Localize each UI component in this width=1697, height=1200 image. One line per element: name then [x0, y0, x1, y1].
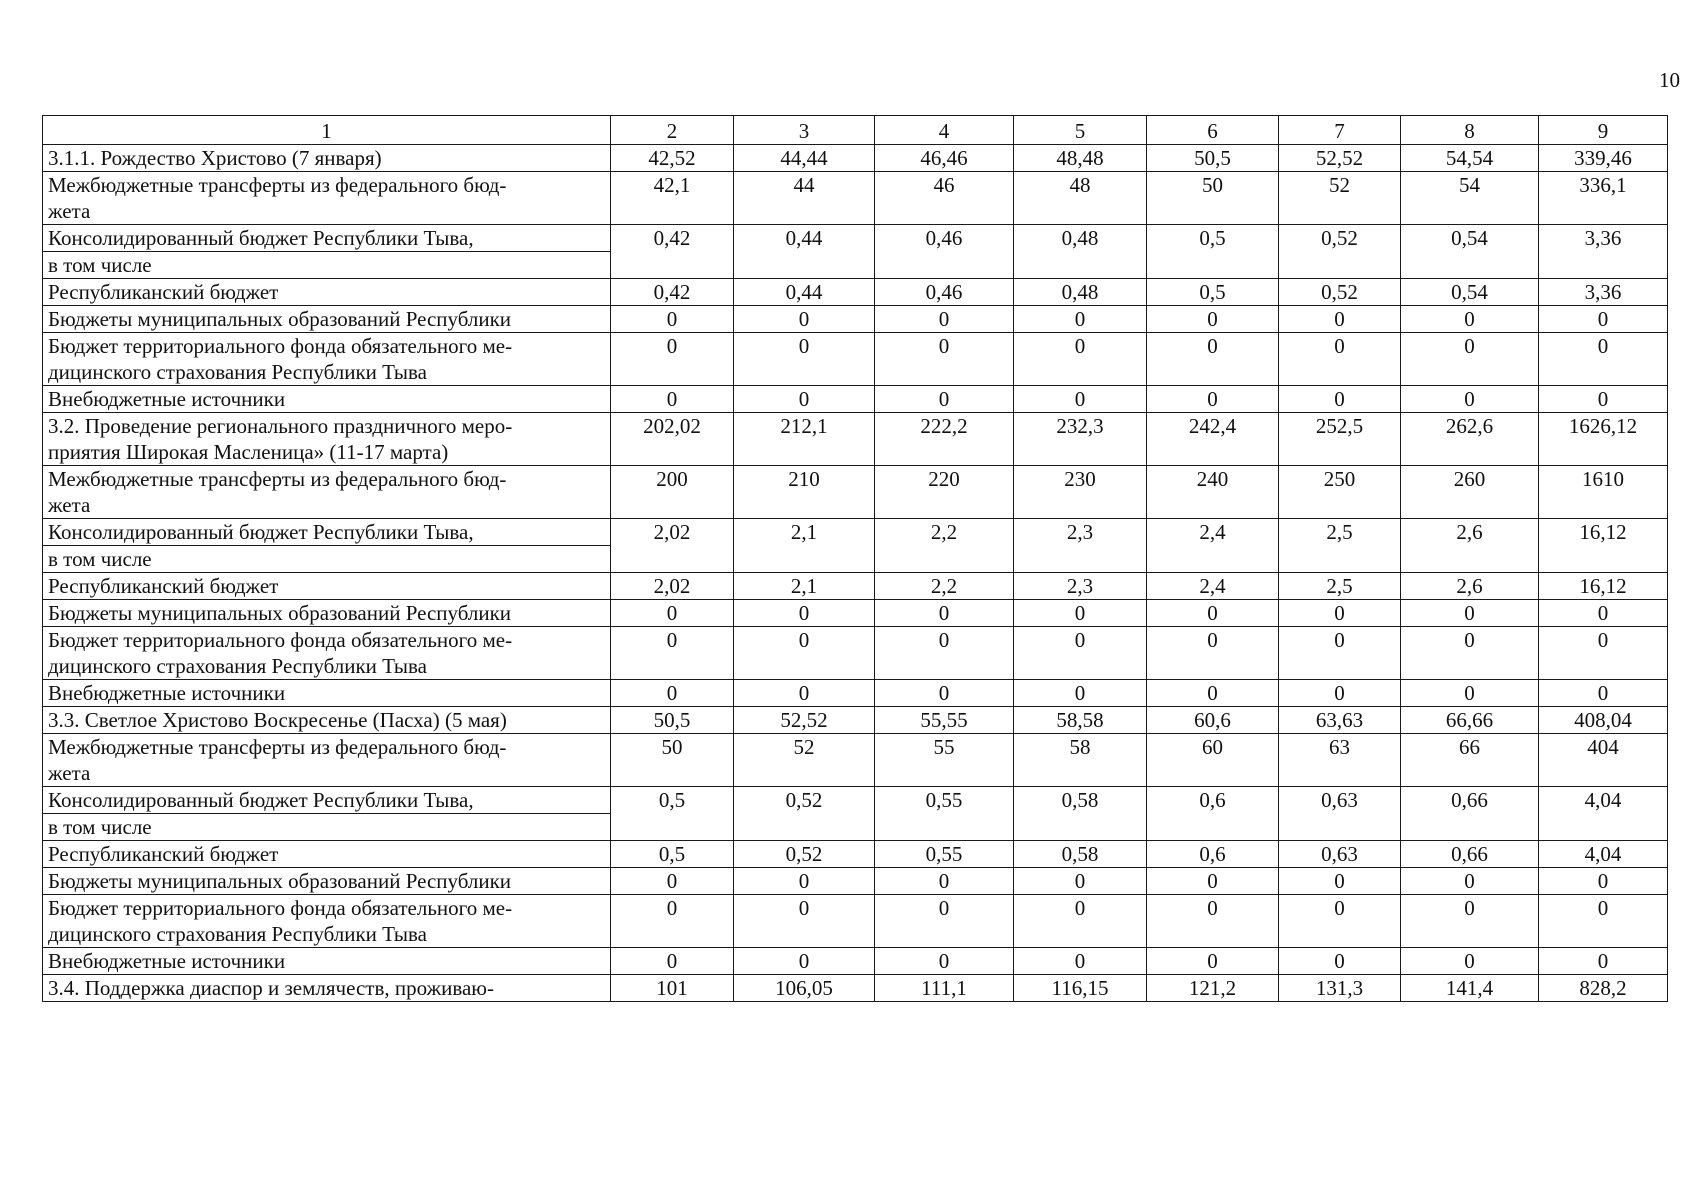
row-value: 0,44: [734, 225, 875, 279]
row-value: 0,52: [1279, 225, 1401, 279]
row-value: 131,3: [1279, 975, 1401, 1002]
row-value: 0,46: [875, 225, 1014, 279]
row-value: 0: [734, 627, 875, 680]
row-value: 66: [1401, 734, 1539, 787]
row-value: 0: [734, 680, 875, 707]
row-label: Бюджет территориального фонда обязательного ме- дицинского страхования Республики Тыва: [43, 627, 611, 680]
row-value: 52: [734, 734, 875, 787]
row-value: 230: [1014, 466, 1147, 519]
row-value: 2,2: [875, 573, 1014, 600]
row-value: 0,42: [611, 279, 734, 306]
row-value: 0,46: [875, 279, 1014, 306]
row-value: 0: [1539, 386, 1668, 413]
row-value: 250: [1279, 466, 1401, 519]
row-label: [43, 787, 611, 841]
row-value: 222,2: [875, 413, 1014, 466]
row-value: 0: [1401, 333, 1539, 386]
row-value: 0: [875, 948, 1014, 975]
table-row: [43, 573, 1668, 600]
row-value: 0: [1014, 948, 1147, 975]
table-row: [43, 333, 1668, 386]
row-value: 60,6: [1147, 707, 1279, 734]
row-value: 0: [875, 600, 1014, 627]
row-value: 0: [1279, 333, 1401, 386]
row-value: 0: [875, 306, 1014, 333]
row-value: 0: [1401, 306, 1539, 333]
row-value: 0,6: [1147, 841, 1279, 868]
row-value: 50: [1147, 172, 1279, 225]
row-value: 54,54: [1401, 145, 1539, 172]
table-row: [43, 225, 1668, 279]
table-row: [43, 707, 1668, 734]
row-value: 0,55: [875, 841, 1014, 868]
column-header: 9: [1539, 116, 1668, 145]
row-value: 0: [875, 868, 1014, 895]
row-value: 66,66: [1401, 707, 1539, 734]
row-value: 0,48: [1014, 225, 1147, 279]
row-value: 0,66: [1401, 841, 1539, 868]
row-value: 101: [611, 975, 734, 1002]
table-row: [43, 466, 1668, 519]
row-value: 0: [1014, 600, 1147, 627]
row-value: 106,05: [734, 975, 875, 1002]
row-value: 0,55: [875, 787, 1014, 841]
row-value: 116,15: [1014, 975, 1147, 1002]
row-value: 3,36: [1539, 225, 1668, 279]
row-value: 0: [1279, 895, 1401, 948]
column-header: 4: [875, 116, 1014, 145]
table-row: [43, 172, 1668, 225]
column-header: 6: [1147, 116, 1279, 145]
column-header: 8: [1401, 116, 1539, 145]
row-value: 0: [734, 895, 875, 948]
row-value: 0,54: [1401, 225, 1539, 279]
row-value: 58,58: [1014, 707, 1147, 734]
row-label: Бюджет территориального фонда обязательного ме- дицинского страхования Республики Тыва: [43, 333, 611, 386]
row-value: 2,2: [875, 519, 1014, 573]
row-value: 0: [611, 600, 734, 627]
row-value: 0: [1401, 627, 1539, 680]
row-value: 2,5: [1279, 519, 1401, 573]
row-value: 0: [611, 948, 734, 975]
row-label-line: Консолидированный бюджет Республики Тыва,: [43, 519, 610, 546]
budget-table-body: [43, 116, 1668, 1002]
row-value: 46,46: [875, 145, 1014, 172]
row-label: Республиканский бюджет: [43, 279, 611, 306]
table-row: [43, 787, 1668, 841]
row-value: 0: [1279, 627, 1401, 680]
row-value: 240: [1147, 466, 1279, 519]
row-value: 0: [611, 895, 734, 948]
row-value: 0: [734, 306, 875, 333]
row-value: 0: [875, 895, 1014, 948]
row-label: [43, 225, 611, 279]
row-value: 0: [734, 868, 875, 895]
row-value: 48: [1014, 172, 1147, 225]
row-value: 0,5: [611, 841, 734, 868]
row-value: 2,4: [1147, 519, 1279, 573]
row-value: 0,63: [1279, 787, 1401, 841]
row-value: 339,46: [1539, 145, 1668, 172]
row-value: 0: [611, 680, 734, 707]
row-value: 2,4: [1147, 573, 1279, 600]
row-label: 3.2. Проведение регионального праздничного меро- приятия Широкая Масленица» (11-17 марта): [43, 413, 611, 466]
row-value: 0: [611, 386, 734, 413]
column-header: 7: [1279, 116, 1401, 145]
row-label-line: Консолидированный бюджет Республики Тыва,: [43, 787, 610, 814]
table-row: [43, 948, 1668, 975]
row-value: 52,52: [1279, 145, 1401, 172]
row-value: 48,48: [1014, 145, 1147, 172]
row-value: 0: [1147, 600, 1279, 627]
row-value: 0: [1147, 948, 1279, 975]
row-value: 0: [611, 306, 734, 333]
row-value: 0: [1539, 895, 1668, 948]
row-value: 2,6: [1401, 519, 1539, 573]
table-row: [43, 734, 1668, 787]
row-value: 0,42: [611, 225, 734, 279]
row-value: 16,12: [1539, 573, 1668, 600]
row-value: 828,2: [1539, 975, 1668, 1002]
row-value: 1626,12: [1539, 413, 1668, 466]
row-value: 52,52: [734, 707, 875, 734]
row-label: Внебюджетные источники: [43, 680, 611, 707]
row-value: 404: [1539, 734, 1668, 787]
row-label: 3.3. Светлое Христово Воскресенье (Пасха) (5 мая): [43, 707, 611, 734]
table-row: [43, 413, 1668, 466]
row-value: 44,44: [734, 145, 875, 172]
row-value: 63: [1279, 734, 1401, 787]
row-value: 50,5: [611, 707, 734, 734]
row-value: 2,6: [1401, 573, 1539, 600]
row-value: 0,6: [1147, 787, 1279, 841]
row-value: 0: [1014, 306, 1147, 333]
budget-table: [42, 115, 1668, 1002]
table-row: [43, 841, 1668, 868]
row-value: 44: [734, 172, 875, 225]
row-label: Республиканский бюджет: [43, 841, 611, 868]
row-value: 0,58: [1014, 841, 1147, 868]
row-label-line: в том числе: [48, 253, 152, 277]
row-value: 0: [1539, 600, 1668, 627]
row-value: 0,52: [734, 787, 875, 841]
table-row: [43, 279, 1668, 306]
row-value: 42,1: [611, 172, 734, 225]
row-value: 55: [875, 734, 1014, 787]
table-row: [43, 600, 1668, 627]
row-value: 0: [1279, 868, 1401, 895]
row-label: Республиканский бюджет: [43, 573, 611, 600]
row-value: 2,3: [1014, 573, 1147, 600]
row-value: 0,66: [1401, 787, 1539, 841]
row-value: 50,5: [1147, 145, 1279, 172]
row-label: Бюджет территориального фонда обязательного ме- дицинского страхования Республики Тыва: [43, 895, 611, 948]
row-value: 220: [875, 466, 1014, 519]
row-value: 408,04: [1539, 707, 1668, 734]
column-header: 5: [1014, 116, 1147, 145]
row-value: 0: [1014, 386, 1147, 413]
row-value: 0: [1279, 680, 1401, 707]
row-value: 242,4: [1147, 413, 1279, 466]
row-value: 0,5: [611, 787, 734, 841]
row-value: 2,1: [734, 519, 875, 573]
row-value: 0: [1147, 386, 1279, 413]
row-value: 0: [1539, 306, 1668, 333]
table-row: [43, 868, 1668, 895]
table-header-row: [43, 116, 1668, 145]
row-value: 0: [1147, 306, 1279, 333]
table-row: [43, 680, 1668, 707]
row-value: 0: [1539, 948, 1668, 975]
table-row: [43, 386, 1668, 413]
row-value: 200: [611, 466, 734, 519]
row-value: 0: [1539, 333, 1668, 386]
row-value: 2,5: [1279, 573, 1401, 600]
row-value: 121,2: [1147, 975, 1279, 1002]
row-value: 3,36: [1539, 279, 1668, 306]
row-value: 202,02: [611, 413, 734, 466]
row-value: 260: [1401, 466, 1539, 519]
row-value: 0: [1147, 868, 1279, 895]
row-value: 54: [1401, 172, 1539, 225]
row-value: 60: [1147, 734, 1279, 787]
row-label: Внебюджетные источники: [43, 948, 611, 975]
row-label-line: в том числе: [48, 815, 152, 839]
row-value: 16,12: [1539, 519, 1668, 573]
row-label: Бюджеты муниципальных образований Республики: [43, 306, 611, 333]
row-value: 0: [1279, 386, 1401, 413]
row-value: 2,3: [1014, 519, 1147, 573]
row-value: 0: [1014, 627, 1147, 680]
row-value: 0,54: [1401, 279, 1539, 306]
row-value: 0: [611, 627, 734, 680]
row-label: Бюджеты муниципальных образований Республики: [43, 868, 611, 895]
row-value: 0: [1147, 333, 1279, 386]
row-value: 52: [1279, 172, 1401, 225]
row-value: 2,02: [611, 519, 734, 573]
row-value: 0,44: [734, 279, 875, 306]
row-value: 0: [734, 333, 875, 386]
row-value: 0: [1539, 627, 1668, 680]
row-value: 0: [1147, 627, 1279, 680]
row-value: 0: [875, 333, 1014, 386]
row-value: 262,6: [1401, 413, 1539, 466]
row-value: 111,1: [875, 975, 1014, 1002]
row-value: 0: [1014, 680, 1147, 707]
row-value: 141,4: [1401, 975, 1539, 1002]
row-value: 46: [875, 172, 1014, 225]
row-value: 0: [1279, 600, 1401, 627]
table-row: [43, 519, 1668, 573]
row-value: 0: [1401, 895, 1539, 948]
row-value: 0: [1539, 680, 1668, 707]
row-value: 0: [875, 627, 1014, 680]
row-value: 0,63: [1279, 841, 1401, 868]
row-label: [43, 519, 611, 573]
row-value: 58: [1014, 734, 1147, 787]
row-value: 0: [1014, 895, 1147, 948]
row-value: 0,52: [734, 841, 875, 868]
row-value: 63,63: [1279, 707, 1401, 734]
row-label: 3.1.1. Рождество Христово (7 января): [43, 145, 611, 172]
row-value: 50: [611, 734, 734, 787]
table-row: [43, 145, 1668, 172]
row-value: 0: [611, 333, 734, 386]
row-value: 42,52: [611, 145, 734, 172]
row-value: 0: [1401, 868, 1539, 895]
row-value: 0: [1401, 386, 1539, 413]
row-value: 4,04: [1539, 787, 1668, 841]
row-value: 0: [1539, 868, 1668, 895]
row-value: 0: [1279, 948, 1401, 975]
row-value: 210: [734, 466, 875, 519]
row-value: 0,58: [1014, 787, 1147, 841]
table-row: [43, 895, 1668, 948]
row-value: 0: [1279, 306, 1401, 333]
row-label: Межбюджетные трансферты из федерального бюд- жета: [43, 466, 611, 519]
page-number: 10: [1659, 68, 1680, 92]
table-row: [43, 306, 1668, 333]
row-value: 55,55: [875, 707, 1014, 734]
row-value: 0: [1014, 868, 1147, 895]
row-value: 0,52: [1279, 279, 1401, 306]
row-value: 0: [734, 600, 875, 627]
column-header: 2: [611, 116, 734, 145]
row-value: 4,04: [1539, 841, 1668, 868]
row-label: Межбюджетные трансферты из федерального бюд- жета: [43, 172, 611, 225]
row-value: 0: [1401, 948, 1539, 975]
row-label: 3.4. Поддержка диаспор и землячеств, проживаю-: [43, 975, 611, 1002]
row-value: 2,02: [611, 573, 734, 600]
row-value: 232,3: [1014, 413, 1147, 466]
row-label: Бюджеты муниципальных образований Республики: [43, 600, 611, 627]
row-value: 0: [1147, 895, 1279, 948]
row-label: Межбюджетные трансферты из федерального бюд- жета: [43, 734, 611, 787]
row-value: 0,5: [1147, 279, 1279, 306]
column-header: 3: [734, 116, 875, 145]
row-label: Внебюджетные источники: [43, 386, 611, 413]
row-value: 0: [1014, 333, 1147, 386]
table-row: [43, 627, 1668, 680]
row-label-line: Консолидированный бюджет Республики Тыва,: [43, 225, 610, 252]
row-value: 0: [875, 680, 1014, 707]
row-value: 0,48: [1014, 279, 1147, 306]
row-value: 0: [1401, 600, 1539, 627]
row-label-line: в том числе: [48, 547, 152, 571]
row-value: 0: [734, 948, 875, 975]
row-value: 0: [875, 386, 1014, 413]
row-value: 252,5: [1279, 413, 1401, 466]
column-header: 1: [43, 116, 611, 145]
row-value: 0: [1401, 680, 1539, 707]
row-value: 212,1: [734, 413, 875, 466]
row-value: 2,1: [734, 573, 875, 600]
row-value: 336,1: [1539, 172, 1668, 225]
table-row: [43, 975, 1668, 1002]
row-value: 0: [734, 386, 875, 413]
row-value: 0,5: [1147, 225, 1279, 279]
row-value: 1610: [1539, 466, 1668, 519]
row-value: 0: [1147, 680, 1279, 707]
row-value: 0: [611, 868, 734, 895]
